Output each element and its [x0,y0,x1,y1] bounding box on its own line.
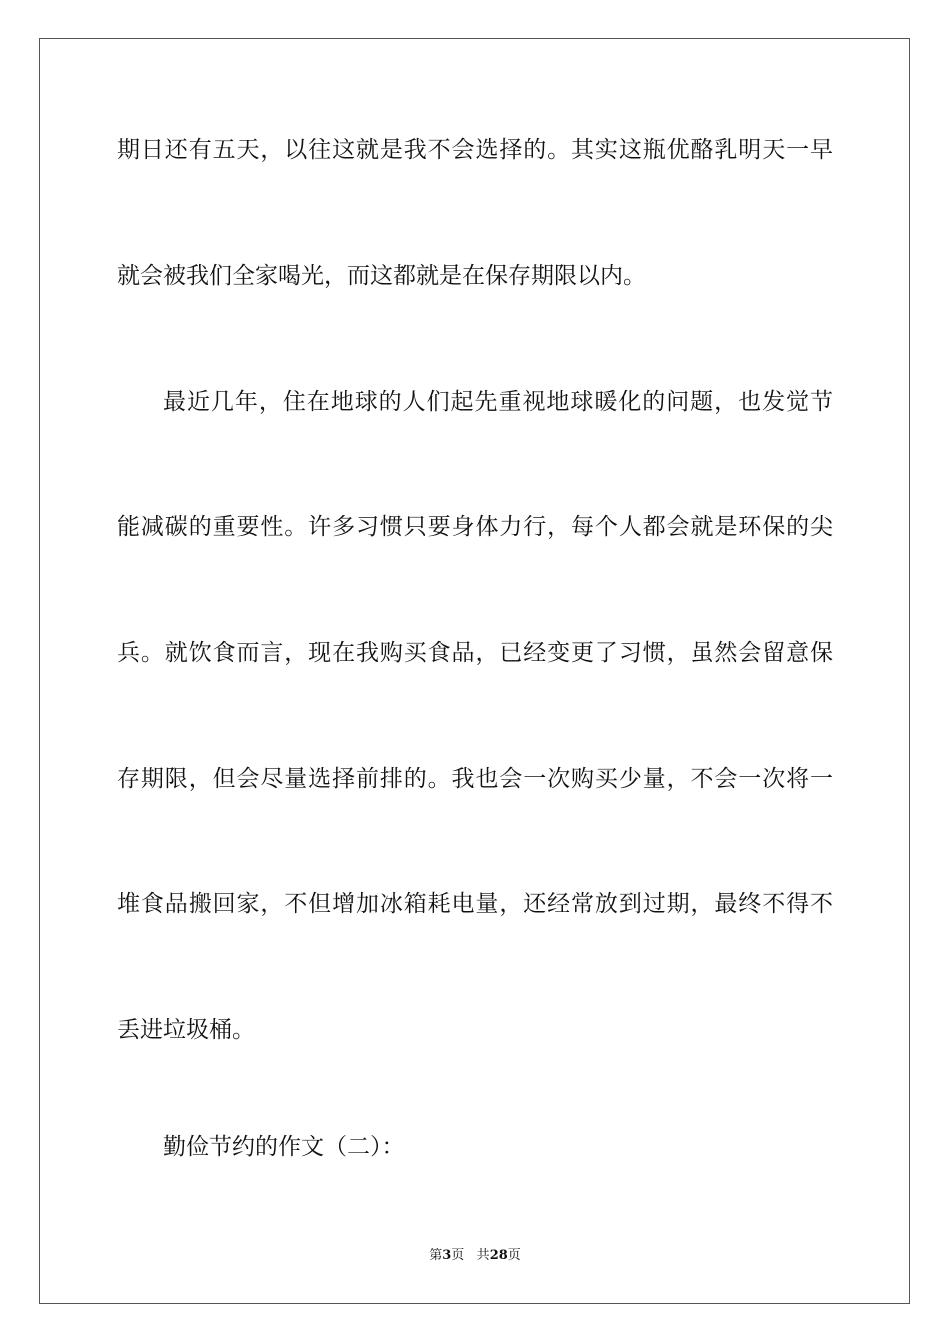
section-heading: 勤俭节约的作文（二）： [163,1134,405,1160]
text-line-4: 能减碳的重要性。许多习惯只要身体力行，每个人都会就是环保的尖 [117,514,833,540]
page-footer [0,1247,950,1265]
text-line-3: 最近几年，住在地球的人们起先重视地球暖化的问题，也发觉节 [163,389,833,415]
total-suffix: 页 [507,1248,521,1263]
total-pages: 28 [489,1248,508,1263]
text-line-8: 丢进垃圾桶。 [117,1017,255,1043]
text-line-2: 就会被我们全家喝光，而这都就是在保存期限以内。 [117,263,646,289]
page-border [39,38,910,1304]
page-suffix: 页 [451,1248,465,1263]
text-line-1: 期日还有五天，以往这就是我不会选择的。其实这瓶优酪乳明天一早 [117,137,833,163]
page-number: 3 [442,1248,452,1263]
page-prefix: 第 [429,1248,443,1263]
text-line-6: 存期限，但会尽量选择前排的。我也会一次购买少量，不会一次将一 [117,766,833,792]
text-line-5: 兵。就饮食而言，现在我购买食品，已经变更了习惯，虽然会留意保 [117,640,833,666]
total-prefix: 共 [476,1248,490,1263]
text-line-7: 堆食品搬回家，不但增加冰箱耗电量，还经常放到过期，最终不得不 [117,891,833,917]
